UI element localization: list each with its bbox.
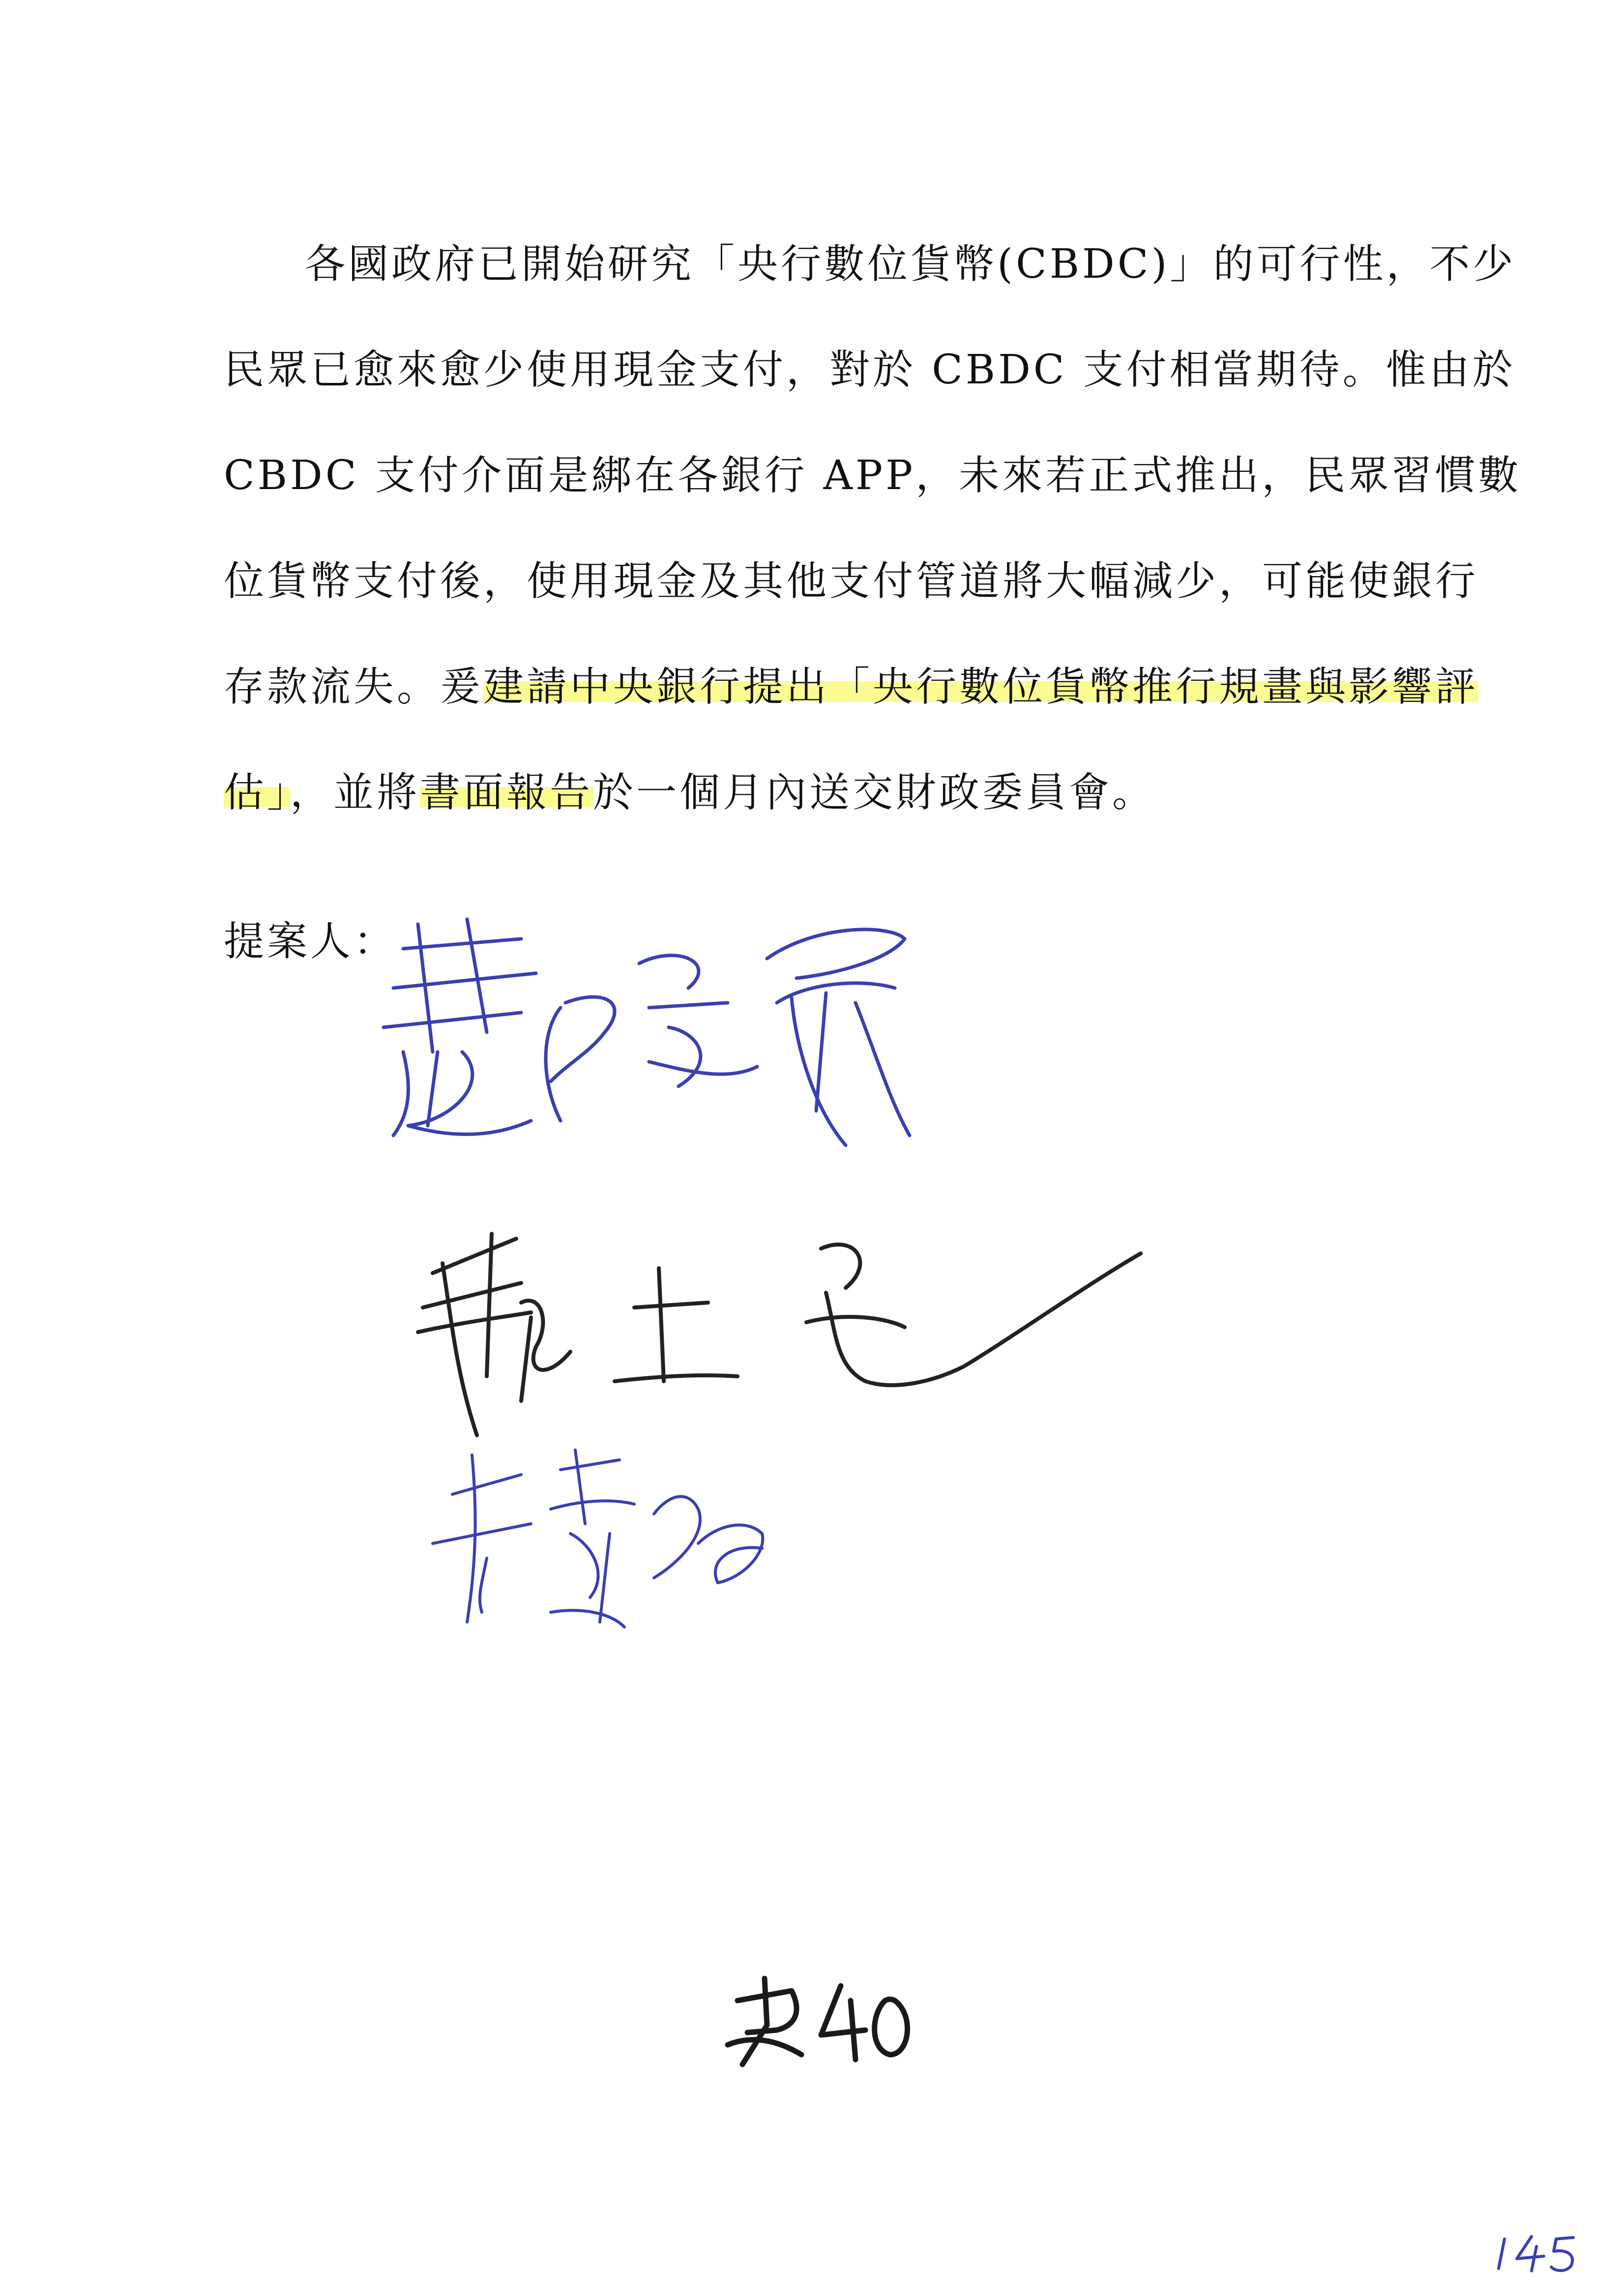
signature-3 (423, 1435, 777, 1642)
highlighted-written-report: 書面報告 (420, 769, 593, 816)
body-line-6-plain-a: ，並將 (290, 769, 420, 816)
highlighted-request-end: 估」 (224, 769, 291, 816)
proposal-body (224, 211, 1522, 845)
body-line-2: 民眾已愈來愈少使用現金支付，對於 CBDC 支付相當期待。惟由於 (224, 347, 1516, 393)
body-line-4: 位貨幣支付後，使用現金及其他支付管道將大幅減少，可能使銀行 (224, 558, 1479, 605)
body-line-1: 各國政府已開始研究「央行數位貨幣(CBDC)」的可行性，不少 (305, 241, 1516, 288)
body-line-5 (224, 634, 1479, 740)
body-line-3: CBDC 支付介面是綁在各銀行 APP，未來若正式推出，民眾習慣數 (224, 452, 1522, 499)
signature-1 (374, 904, 939, 1180)
handwritten-page-number (1490, 2232, 1588, 2278)
highlighted-request: 建請中央銀行提出「央行數位貨幣推行規畫與影響評 (483, 664, 1479, 710)
handwritten-stamp-note (718, 1971, 924, 2071)
body-line-6 (224, 740, 1355, 845)
proposer-label: 提案人： (224, 918, 397, 965)
signature-2 (403, 1204, 1170, 1460)
body-line-6-plain-b: 於一個月內送交財政委員會。 (593, 769, 1156, 816)
body-line-5-plain: 存款流失。爰 (224, 664, 484, 710)
